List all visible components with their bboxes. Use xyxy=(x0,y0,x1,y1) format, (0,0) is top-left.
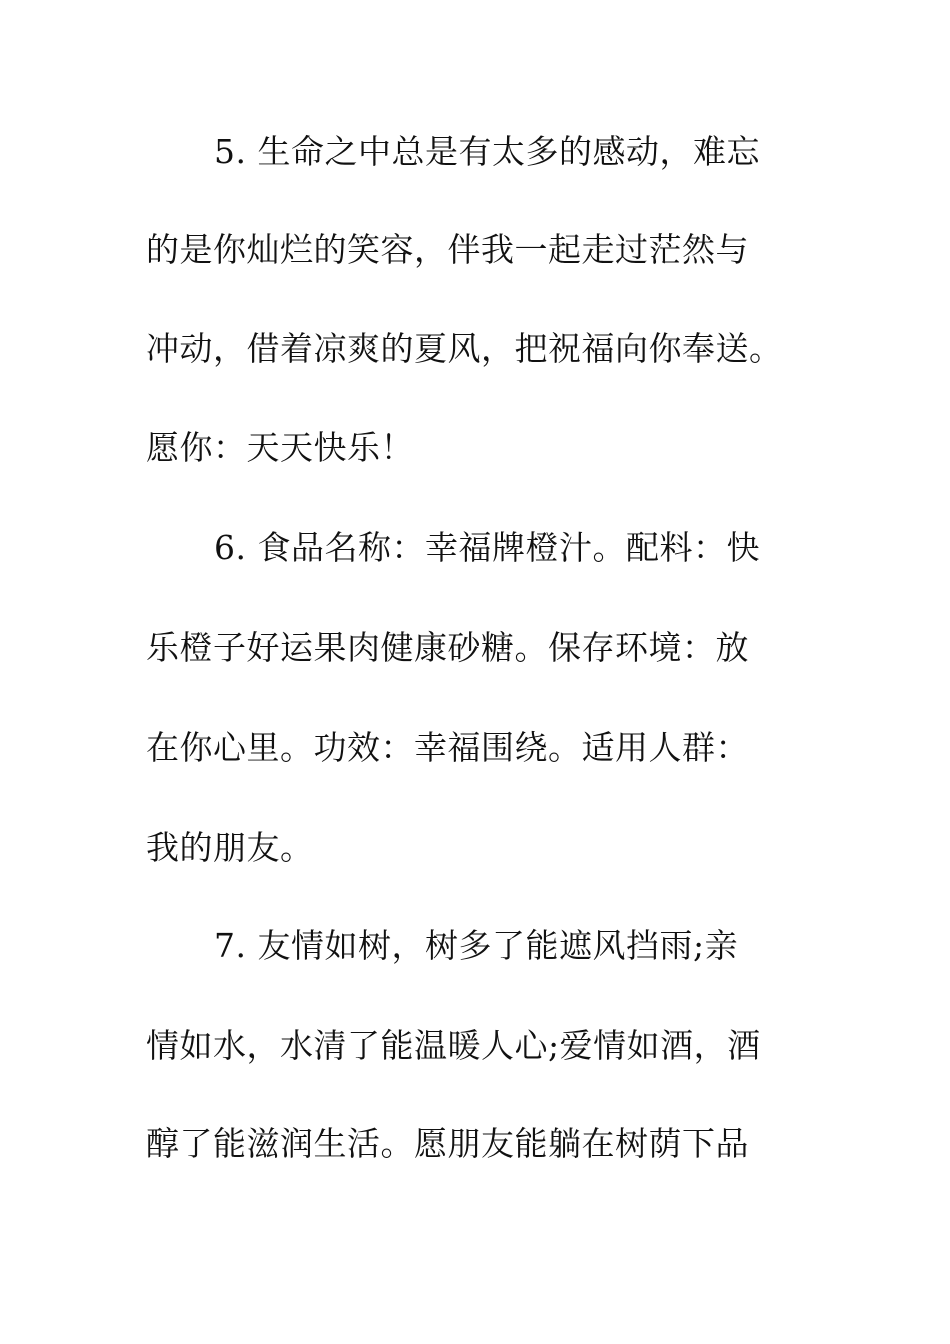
paragraph-6-line-3: 在你心里。功效：幸福围绕。适用人群： xyxy=(146,728,749,767)
paragraph-5-line-3: 冲动，借着凉爽的夏风，把祝福向你奉送。 xyxy=(146,329,783,368)
paragraph-7-line-2: 情如水，水清了能温暖人心;爱情如酒，酒 xyxy=(146,1026,761,1065)
paragraph-5-line-4: 愿你：天天快乐！ xyxy=(146,428,414,467)
paragraph-6-line-1: 6. 食品名称：幸福牌橙汁。配料：快 xyxy=(214,528,760,567)
paragraph-5-line-1: 5. 生命之中总是有太多的感动，难忘 xyxy=(214,132,760,171)
paragraph-6-line-4: 我的朋友。 xyxy=(146,828,314,867)
paragraph-5-line-2: 的是你灿烂的笑容，伴我一起走过茫然与 xyxy=(146,230,749,269)
paragraph-7-line-1: 7. 友情如树，树多了能遮风挡雨;亲 xyxy=(214,926,739,965)
paragraph-6-line-2: 乐橙子好运果肉健康砂糖。保存环境：放 xyxy=(146,628,749,667)
paragraph-7-line-3: 醇了能滋润生活。愿朋友能躺在树荫下品 xyxy=(146,1124,749,1163)
